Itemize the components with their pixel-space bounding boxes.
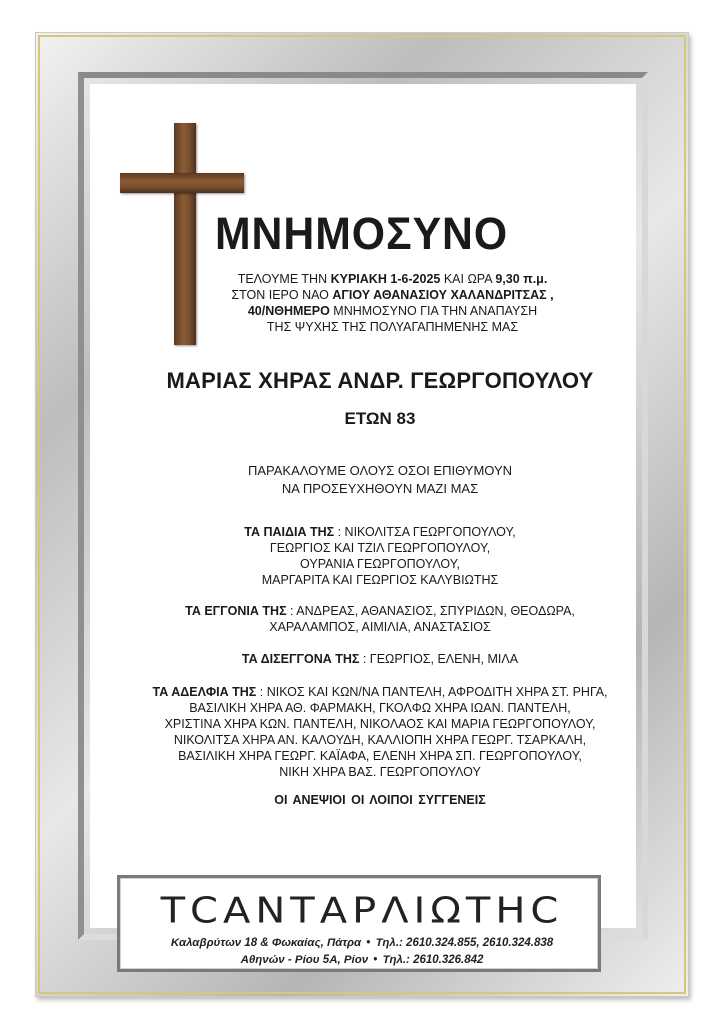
- intro-text: ΣΤΟΝ ΙΕΡΟ ΝΑΟ: [231, 288, 333, 302]
- funeral-home-address-1: [120, 937, 604, 949]
- church-name: ΑΓΙΟΥ ΑΘΑΝΑΣΙΟΥ ΧΑΛΑΝΔΡΙΤΣΑΣ ,: [332, 288, 554, 302]
- phone-text: Τηλ.: 2610.326.842: [382, 954, 484, 966]
- children-names: : ΝΙΚΟΛΙΤΣΑ ΓΕΩΡΓΟΠΟΥΛΟΥ,: [334, 525, 516, 539]
- siblings-line-4: ΝΙΚΟΛΙΤΣΑ ΧΗΡΑ ΑΝ. ΚΑΛΟΥΔΗ, ΚΑΛΛΙΟΠΗ ΧΗΡΑ ΓΕΩΡΓ. ΤΣΑΡΚΑΛΗ,: [173, 733, 587, 747]
- deceased-name: ΜΑΡΙΑΣ ΧΗΡΑΣ ΑΝΔΡ. ΓΕΩΡΓΟΠΟΥΛΟΥ: [166, 368, 594, 393]
- great-grandchildren-names: : ΓΕΩΡΓΙΟΣ, ΕΛΕΝΗ, ΜΙΛΑ: [359, 652, 519, 666]
- grandchildren-line-2: ΧΑΡΑΛΑΜΠΟΣ, ΑΙΜΙΛΙΑ, ΑΝΑΣΤΑΣΙΟΣ: [269, 620, 491, 634]
- siblings-line-2: ΒΑΣΙΛΙΚΗ ΧΗΡΑ ΑΘ. ΦΑΡΜΑΚΗ, ΓΚΟΛΦΩ ΧΗΡΑ ΙΩΑΝ. ΠΑΝΤΕΛΗ,: [189, 701, 571, 715]
- service-details-line-1: [215, 271, 570, 287]
- siblings-names: : ΝΙΚΟΣ ΚΑΙ ΚΩΝ/ΝΑ ΠΑΝΤΕΛΗ, ΑΦΡΟΔΙΤΗ ΧΗΡΑ ΣΤ. ΡΗΓΑ,: [256, 685, 608, 699]
- service-details-line-2: [215, 287, 570, 303]
- grandchildren-names: : ΑΝΔΡΕΑΣ, ΑΘΑΝΑΣΙΟΣ, ΣΠΥΡΙΔΩΝ, ΘΕΟΔΩΡΑ,: [286, 604, 575, 618]
- siblings-line-6: ΝΙΚΗ ΧΗΡΑ ΒΑΣ. ΓΕΩΡΓΟΠΟΥΛΟΥ: [279, 765, 481, 779]
- service-time: 9,30 π.μ.: [495, 272, 548, 286]
- children-line-4: ΜΑΡΓΑΡΙΤΑ ΚΑΙ ΓΕΩΡΓΙΟΣ ΚΑΛΥΒΙΩΤΗΣ: [261, 573, 499, 587]
- children-label: ΤΑ ΠΑΙΔΙΑ ΤΗΣ: [244, 525, 335, 539]
- prayer-invitation: [135, 462, 625, 498]
- service-date: ΚΥΡΙΑΚΗ 1-6-2025: [330, 272, 441, 286]
- intro-text: ΜΝΗΜΟΣΥΝΟ ΓΙΑ ΤΗΝ ΑΝΑΠΑΥΣΗ: [329, 304, 538, 318]
- deceased-age: ΕΤΩΝ 83: [344, 409, 416, 428]
- intro-text: ΤΕΛΟΥΜΕ ΤΗΝ: [237, 272, 331, 286]
- grandchildren-label: ΤΑ ΕΓΓΟΝΙΑ ΤΗΣ: [185, 604, 287, 618]
- siblings-line-1: [120, 684, 640, 700]
- service-details: [215, 271, 570, 335]
- service-details-line-3: [215, 303, 570, 319]
- phone-text: Τηλ.: 2610.324.855, 2610.324.838: [375, 937, 554, 949]
- memorial-type: 40/ΝΘΗΜΕΡΟ: [247, 304, 330, 318]
- siblings-line-5: ΒΑΣΙΛΙΚΗ ΧΗΡΑ ΓΕΩΡΓ. ΚΑΪΑΦΑ, ΕΛΕΝΗ ΧΗΡΑ ΣΠ. ΓΕΩΡΓΟΠΟΥΛΟΥ,: [178, 749, 582, 763]
- funeral-home-box: [117, 875, 601, 972]
- children-line-1: [120, 524, 640, 540]
- cross-vertical-beam: [174, 123, 196, 345]
- page-title: ΜΝΗΜΟΣΥΝΟ: [215, 208, 509, 259]
- great-grandchildren-line-1: [120, 651, 640, 667]
- funeral-home-address-2: [120, 954, 604, 966]
- prayer-line-1: ΠΑΡΑΚΑΛΟΥΜΕ ΟΛΟΥΣ ΟΣΟΙ ΕΠΙΘΥΜΟΥΝ: [247, 463, 513, 478]
- great-grandchildren-label: ΤΑ ΔΙΣΕΓΓΟΝΑ ΤΗΣ: [241, 652, 360, 666]
- prayer-line-2: ΝΑ ΠΡΟΣΕΥΧΗΘΟΥΝ ΜΑΖΙ ΜΑΣ: [281, 481, 479, 496]
- children-section: [120, 524, 640, 588]
- cross-horizontal-beam: [120, 173, 244, 193]
- grandchildren-line-1: [120, 603, 640, 619]
- bullet-separator: •: [366, 937, 371, 949]
- intro-text: ΚΑΙ ΩΡΑ: [440, 272, 496, 286]
- address-text: Καλαβρύτων 18 & Φωκαίας, Πάτρα: [170, 937, 362, 949]
- service-details-line-4: ΤΗΣ ΨΥΧΗΣ ΤΗΣ ΠΟΛΥΑΓΑΠΗΜΕΝΗΣ ΜΑΣ: [266, 320, 519, 334]
- other-relatives: ΟΙ ΑΝΕΨΙΟΙ ΟΙ ΛΟΙΠΟΙ ΣΥΓΓΕΝΕΙΣ: [274, 793, 486, 807]
- great-grandchildren-section: [120, 651, 640, 667]
- funeral-home-logo: ΤCΑΝΤΑΡΛΙΩΤΗC: [160, 890, 564, 932]
- siblings-section: [120, 684, 640, 780]
- siblings-label: ΤΑ ΑΔΕΛΦΙΑ ΤΗΣ: [152, 685, 257, 699]
- grandchildren-section: [120, 603, 640, 635]
- children-line-2: ΓΕΩΡΓΙΟΣ ΚΑΙ ΤΖΙΛ ΓΕΩΡΓΟΠΟΥΛΟΥ,: [269, 541, 491, 555]
- bullet-separator: •: [373, 954, 378, 966]
- siblings-line-3: ΧΡΙΣΤΙΝΑ ΧΗΡΑ ΚΩΝ. ΠΑΝΤΕΛΗ, ΝΙΚΟΛΑΟΣ ΚΑΙ ΜΑΡΙΑ ΓΕΩΡΓΟΠΟΥΛΟΥ,: [164, 717, 596, 731]
- children-line-3: ΟΥΡΑΝΙΑ ΓΕΩΡΓΟΠΟΥΛΟΥ,: [300, 557, 460, 571]
- address-text: Αθηνών - Ρίου 5Α, Ρίον: [240, 954, 369, 966]
